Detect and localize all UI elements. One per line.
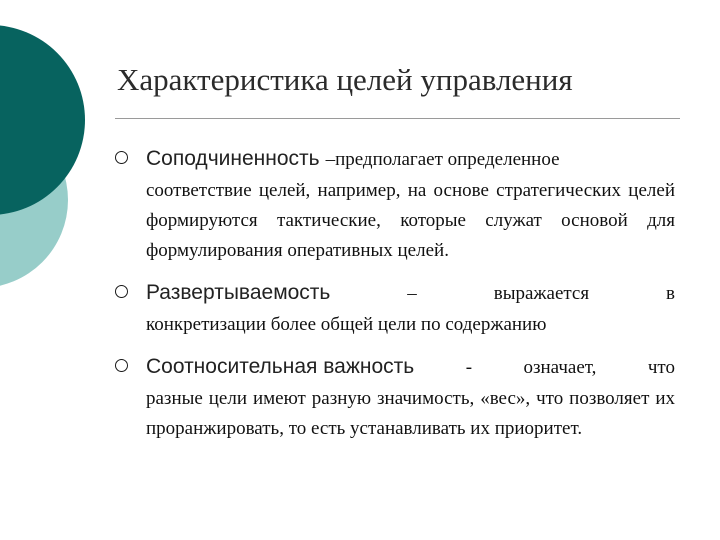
list-item [115, 276, 675, 340]
page-title: Характеристика целей управления [117, 62, 573, 97]
bullet-heading-word: в [666, 283, 675, 304]
bullet-heading-word: означает, [523, 357, 597, 378]
dark-teal-circle [0, 25, 85, 215]
list-item [115, 350, 675, 444]
list-item [115, 142, 675, 266]
bullet-heading [146, 142, 675, 176]
bullet-list [115, 142, 675, 454]
bullet-term: Соподчиненность [146, 147, 320, 170]
bullet-circle-icon [115, 151, 128, 164]
bullet-heading-rest: –предполагает определенное [325, 149, 560, 170]
bullet-dash: – [407, 283, 417, 304]
bullet-term: Развертываемость [146, 281, 331, 304]
bullet-heading [146, 276, 675, 310]
title-divider [115, 118, 680, 119]
bullet-term: Соотносительная важность [146, 355, 415, 378]
bullet-text: разные цели имеют разную значимость, «вес», что позволяет их проранжировать, то есть устанавливать их приоритет. [146, 388, 675, 439]
bullet-heading-word: выражается [493, 283, 590, 304]
bullet-text: конкретизации более общей цели по содержанию [146, 314, 547, 335]
bullet-text: соответствие целей, например, на основе стратегических целей формируются тактические, которые служат основой для формулирования оперативных целей. [146, 180, 675, 261]
decorative-circles [0, 0, 90, 300]
bullet-circle-icon [115, 359, 128, 372]
bullet-dash: - [465, 357, 473, 378]
bullet-heading-word: что [647, 357, 675, 378]
bullet-circle-icon [115, 285, 128, 298]
bullet-heading [146, 350, 675, 384]
